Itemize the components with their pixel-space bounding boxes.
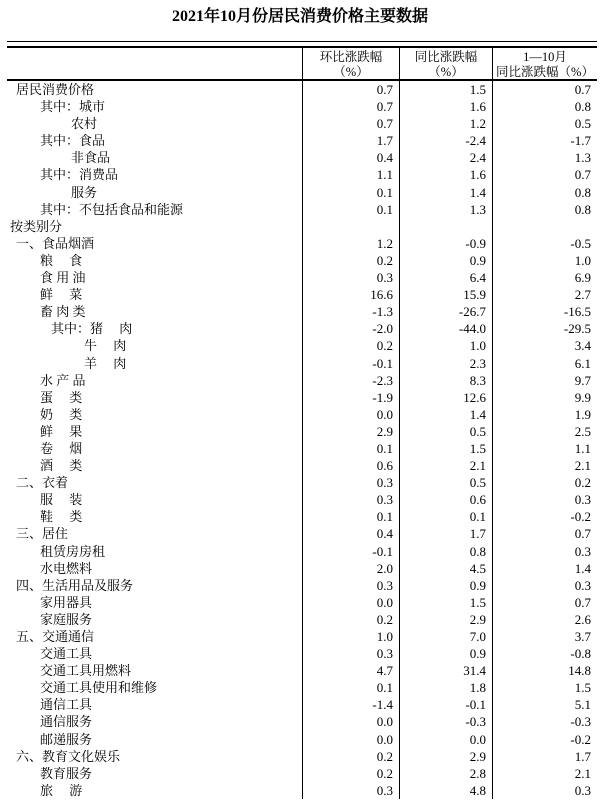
ytd-value: 14.8	[492, 662, 597, 679]
header-yoy	[399, 48, 492, 80]
ytd-value: -1.7	[492, 132, 597, 149]
ytd-value: 1.0	[492, 252, 597, 269]
yoy-value: 12.6	[399, 389, 492, 406]
row-label: 非食品	[71, 150, 111, 166]
row-label: 奶 类	[40, 406, 83, 422]
row-label: 服 装	[40, 492, 83, 508]
header-yoy-line2: （%）	[428, 65, 464, 79]
table-row	[7, 184, 597, 201]
table-row	[7, 303, 597, 320]
ytd-value: 0.3	[492, 543, 597, 560]
row-label: 羊 肉	[84, 355, 127, 371]
row-label: 居民消费价格	[16, 82, 95, 97]
row-label: 鞋 类	[40, 509, 83, 525]
table-row	[7, 252, 597, 269]
mom-value: 0.1	[302, 184, 399, 201]
ytd-value: 9.7	[492, 372, 597, 389]
cpi-table	[7, 41, 597, 799]
table-row	[7, 594, 597, 611]
mom-value: 0.0	[302, 713, 399, 730]
yoy-value: -0.3	[399, 713, 492, 730]
table-row	[7, 474, 597, 491]
table-row	[7, 713, 597, 730]
mom-value: 0.1	[302, 201, 399, 218]
table-row	[7, 628, 597, 645]
mom-value: 0.2	[302, 748, 399, 765]
mom-value: 0.6	[302, 457, 399, 474]
yoy-value: 0.9	[399, 252, 492, 269]
table-row	[7, 286, 597, 303]
table-row	[7, 389, 597, 406]
row-label: 农村	[71, 116, 98, 132]
yoy-value: 1.8	[399, 679, 492, 696]
table-row	[7, 525, 597, 542]
table-row	[7, 355, 597, 372]
yoy-value: 1.3	[399, 201, 492, 218]
row-label: 四、生活用品及服务	[16, 577, 134, 593]
yoy-value: 2.4	[399, 149, 492, 166]
mom-value: 0.2	[302, 611, 399, 628]
ytd-value: 2.5	[492, 423, 597, 440]
mom-value: 0.0	[302, 594, 399, 611]
mom-value: 0.3	[302, 782, 399, 799]
ytd-value: 2.7	[492, 286, 597, 303]
mom-value: 0.1	[302, 508, 399, 525]
yoy-value: 1.5	[399, 440, 492, 457]
row-label: 畜 肉 类	[40, 304, 86, 320]
row-label: 食 用 油	[40, 270, 86, 286]
ytd-value: 0.3	[492, 491, 597, 508]
row-label: 邮递服务	[40, 731, 93, 747]
row-label: 通信服务	[40, 714, 93, 730]
mom-value: 1.0	[302, 628, 399, 645]
row-label: 租赁房房租	[40, 543, 106, 559]
row-label: 其中：猪 肉	[51, 321, 133, 337]
mom-value: -0.1	[302, 543, 399, 560]
header-ytd-line2: 同比涨跌幅（%）	[496, 65, 594, 79]
yoy-value: 4.5	[399, 560, 492, 577]
row-label: 六、教育文化娱乐	[16, 748, 121, 764]
mom-value: -1.9	[302, 389, 399, 406]
table-row	[7, 577, 597, 594]
yoy-value: 1.6	[399, 166, 492, 183]
ytd-value: 3.7	[492, 628, 597, 645]
mom-value: 0.3	[302, 474, 399, 491]
ytd-value: -0.2	[492, 508, 597, 525]
row-label: 蛋 类	[40, 389, 83, 405]
row-label: 五、交通通信	[16, 629, 95, 644]
ytd-value: -29.5	[492, 320, 597, 337]
ytd-value: 0.3	[492, 782, 597, 799]
mom-value: 0.0	[302, 406, 399, 423]
mom-value: 0.7	[302, 115, 399, 132]
ytd-value: 1.7	[492, 748, 597, 765]
header-yoy-line1: 同比涨跌幅	[414, 50, 478, 64]
table-row	[7, 696, 597, 713]
yoy-value: 1.0	[399, 337, 492, 354]
mom-value: 0.3	[302, 491, 399, 508]
table-row	[7, 218, 597, 235]
ytd-value: 0.8	[492, 98, 597, 115]
table-row	[7, 560, 597, 577]
mom-value: 0.2	[302, 765, 399, 782]
table-row	[7, 457, 597, 474]
yoy-value: -44.0	[399, 320, 492, 337]
row-label: 其中：食品	[40, 133, 106, 149]
yoy-value: 1.5	[399, 594, 492, 611]
yoy-value: 0.5	[399, 474, 492, 491]
mom-value: -1.3	[302, 303, 399, 320]
table-row	[7, 782, 597, 799]
table-row	[7, 132, 597, 149]
table-row	[7, 679, 597, 696]
yoy-value: 0.0	[399, 731, 492, 748]
yoy-value: 7.0	[399, 628, 492, 645]
mom-value: 1.1	[302, 166, 399, 183]
yoy-value: 15.9	[399, 286, 492, 303]
table-row	[7, 731, 597, 748]
ytd-value: 0.5	[492, 115, 597, 132]
mom-value: 2.9	[302, 423, 399, 440]
row-label: 旅 游	[40, 782, 83, 798]
yoy-value: -0.9	[399, 235, 492, 252]
ytd-value	[492, 218, 597, 235]
row-label: 一、食品烟酒	[16, 235, 95, 251]
table-row	[7, 81, 597, 98]
mom-value: 0.3	[302, 577, 399, 594]
mom-value: -0.1	[302, 355, 399, 372]
yoy-value: -2.4	[399, 132, 492, 149]
mom-value: -2.3	[302, 372, 399, 389]
ytd-value: 0.2	[492, 474, 597, 491]
row-label: 服务	[71, 184, 98, 200]
yoy-value	[399, 218, 492, 235]
header-ytd	[492, 48, 597, 80]
ytd-value: 1.1	[492, 440, 597, 457]
yoy-value: 2.1	[399, 457, 492, 474]
yoy-value: 2.3	[399, 355, 492, 372]
ytd-value: 1.4	[492, 560, 597, 577]
table-row	[7, 508, 597, 525]
yoy-value: 2.9	[399, 748, 492, 765]
mom-value: 0.2	[302, 337, 399, 354]
row-label: 交通工具使用和维修	[40, 680, 158, 696]
table-row	[7, 491, 597, 508]
yoy-value: 8.3	[399, 372, 492, 389]
ytd-value: 3.4	[492, 337, 597, 354]
yoy-value: 1.5	[399, 81, 492, 98]
ytd-value: 0.7	[492, 166, 597, 183]
row-label: 粮 食	[40, 252, 83, 268]
row-label: 教育服务	[40, 765, 93, 781]
mom-value: 2.0	[302, 560, 399, 577]
ytd-value: 0.7	[492, 594, 597, 611]
row-label: 卷 烟	[40, 440, 83, 456]
mom-value: 0.3	[302, 645, 399, 662]
ytd-value: 1.3	[492, 149, 597, 166]
yoy-value: 1.6	[399, 98, 492, 115]
ytd-value: 9.9	[492, 389, 597, 406]
row-label: 其中：城市	[40, 99, 106, 115]
table-row	[7, 320, 597, 337]
yoy-value: 1.4	[399, 406, 492, 423]
row-label: 牛 肉	[84, 338, 127, 354]
table-row	[7, 98, 597, 115]
table-header-row	[7, 48, 597, 81]
table-row	[7, 235, 597, 252]
ytd-value: 0.8	[492, 184, 597, 201]
row-label: 二、衣着	[16, 475, 69, 491]
yoy-value: 0.6	[399, 491, 492, 508]
ytd-value: -16.5	[492, 303, 597, 320]
ytd-value: 0.3	[492, 577, 597, 594]
yoy-value: 1.7	[399, 525, 492, 542]
yoy-value: 0.9	[399, 577, 492, 594]
ytd-value: 2.6	[492, 611, 597, 628]
header-ytd-line1: 1—10月	[523, 50, 567, 64]
table-row	[7, 765, 597, 782]
yoy-value: 0.5	[399, 423, 492, 440]
table-row	[7, 372, 597, 389]
yoy-value: 0.8	[399, 543, 492, 560]
table-row	[7, 337, 597, 354]
row-label: 交通工具用燃料	[40, 663, 132, 679]
row-label: 家庭服务	[40, 611, 93, 627]
ytd-value: 1.9	[492, 406, 597, 423]
header-mom-line1: 环比涨跌幅	[319, 50, 383, 64]
row-label: 家用器具	[40, 594, 93, 610]
row-label: 水 产 品	[40, 372, 86, 388]
table-row	[7, 406, 597, 423]
mom-value: -1.4	[302, 696, 399, 713]
mom-value: 16.6	[302, 286, 399, 303]
ytd-value: 2.1	[492, 765, 597, 782]
mom-value: 0.1	[302, 440, 399, 457]
mom-value: 0.4	[302, 149, 399, 166]
ytd-value: -0.2	[492, 731, 597, 748]
mom-value: 1.7	[302, 132, 399, 149]
table-row	[7, 423, 597, 440]
table-row	[7, 543, 597, 560]
mom-value: 0.1	[302, 679, 399, 696]
row-label: 水电燃料	[40, 560, 93, 576]
mom-value: 0.4	[302, 525, 399, 542]
ytd-value: -0.5	[492, 235, 597, 252]
table-grid	[7, 46, 597, 799]
report-page	[0, 7, 600, 799]
ytd-value: -0.8	[492, 645, 597, 662]
table-row	[7, 645, 597, 662]
ytd-value: 0.7	[492, 525, 597, 542]
table-row	[7, 115, 597, 132]
row-label: 交通工具	[40, 646, 93, 662]
table-row	[7, 440, 597, 457]
yoy-value: 0.9	[399, 645, 492, 662]
mom-value: 1.2	[302, 235, 399, 252]
row-label: 鲜 菜	[40, 287, 83, 303]
mom-value: 0.7	[302, 98, 399, 115]
row-label: 其中：消费品	[40, 167, 119, 183]
mom-value: 0.0	[302, 731, 399, 748]
mom-value: 0.3	[302, 269, 399, 286]
mom-value: 0.2	[302, 252, 399, 269]
yoy-value: 1.4	[399, 184, 492, 201]
table-row	[7, 611, 597, 628]
header-mom-line2: （%）	[333, 65, 369, 79]
row-label: 三、居住	[16, 526, 69, 542]
yoy-value: 0.1	[399, 508, 492, 525]
yoy-value: 2.9	[399, 611, 492, 628]
row-label: 酒 类	[40, 458, 83, 474]
ytd-value: 5.1	[492, 696, 597, 713]
ytd-value: 6.9	[492, 269, 597, 286]
yoy-value: 31.4	[399, 662, 492, 679]
mom-value	[302, 218, 399, 235]
page-title: 2021年10月份居民消费价格主要数据	[171, 8, 428, 25]
mom-value: 4.7	[302, 662, 399, 679]
ytd-value: 2.1	[492, 457, 597, 474]
ytd-value: 1.5	[492, 679, 597, 696]
table-row	[7, 662, 597, 679]
mom-value: -2.0	[302, 320, 399, 337]
row-label: 通信工具	[40, 697, 93, 713]
yoy-value: -26.7	[399, 303, 492, 320]
yoy-value: 2.8	[399, 765, 492, 782]
yoy-value: 1.2	[399, 115, 492, 132]
table-row	[7, 748, 597, 765]
ytd-value: -0.3	[492, 713, 597, 730]
mom-value: 0.7	[302, 81, 399, 98]
yoy-value: 6.4	[399, 269, 492, 286]
row-label: 鲜 果	[40, 423, 83, 439]
table-row	[7, 269, 597, 286]
yoy-value: -0.1	[399, 696, 492, 713]
row-label: 其中：不包括食品和能源	[40, 201, 184, 217]
yoy-value: 4.8	[399, 782, 492, 799]
ytd-value: 6.1	[492, 355, 597, 372]
ytd-value: 0.8	[492, 201, 597, 218]
ytd-value: 0.7	[492, 81, 597, 98]
table-body	[7, 81, 597, 799]
table-row	[7, 201, 597, 218]
row-label: 按类别分	[10, 218, 63, 234]
table-row	[7, 149, 597, 166]
header-row-label	[7, 48, 302, 80]
header-mom	[302, 48, 399, 80]
table-row	[7, 166, 597, 183]
